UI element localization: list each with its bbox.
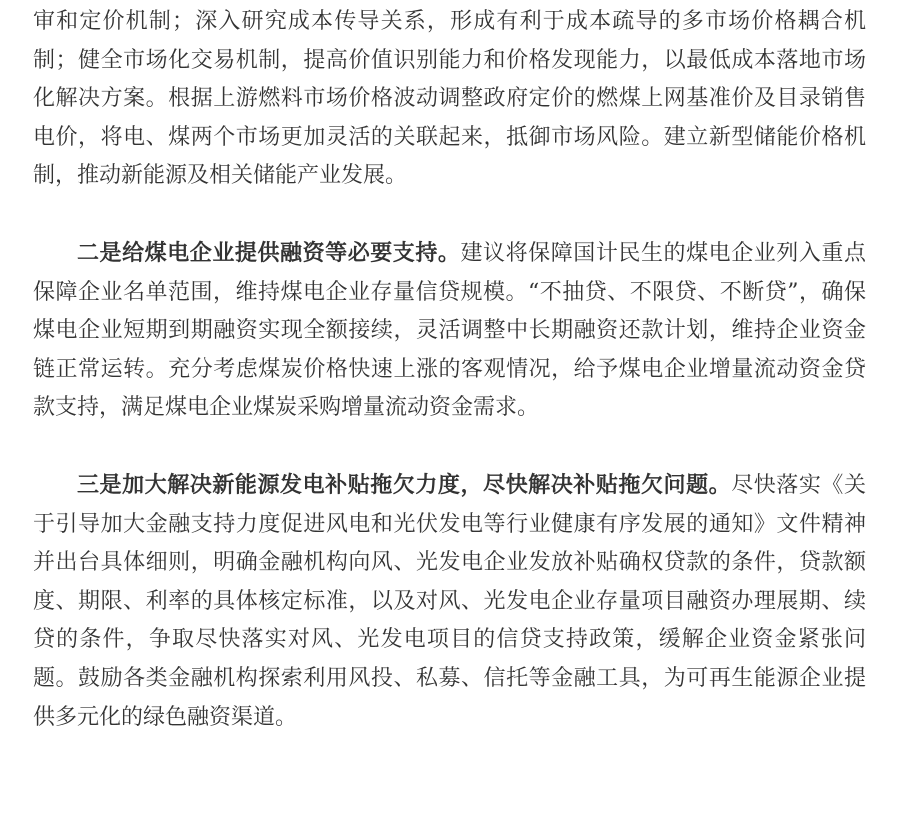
- paragraph-text: 审和定价机制；深入研究成本传导关系，形成有利于成本疏导的多市场价格耦合机制；健全市场化交易机制，提高价值识别能力和价格发现能力，以最低成本落地市场化解决方案。根据上游燃料市场价格波动调整政府定价的燃煤上网基准价及目录销售电价，将电、煤两个市场更加灵活的关联起来，抵御市场风险。建立新型储能价格机制，推动新能源及相关储能产业发展。: [33, 9, 866, 189]
- document-page: [0, 3, 908, 835]
- paragraph-spacer: [33, 428, 866, 466]
- paragraph-spacer: [33, 196, 866, 234]
- paragraph-renewable-subsidy: [33, 466, 866, 737]
- paragraph-text: 尽快落实《关于引导加大金融支持力度促进风电和光伏发电等行业健康有序发展的通知》文件精神并出台具体细则，明确金融机构向风、光发电企业发放补贴确权贷款的条件，贷款额度、期限、利率的具体核定标准，以及对风、光发电企业存量项目融资办理展期、续贷的条件，争取尽快落实对风、光发电项目的信贷支持政策，缓解企业资金紧张问题。鼓励各类金融机构探索利用风投、私募、信托等金融工具，为可再生能源企业提供多元化的绿色融资渠道。: [33, 472, 866, 730]
- paragraph-coal-power-financing: [33, 234, 866, 428]
- paragraph-pricing-mechanism: [33, 3, 866, 196]
- paragraph-text: 建议将保障国计民生的煤电企业列入重点保障企业名单范围，维持煤电企业存量信贷规模。“不抽贷、不限贷、不断贷”，确保煤电企业短期到期融资实现全额接续，灵活调整中长期融资还款计划，维持企业资金链正常运转。充分考虑煤炭价格快速上涨的客观情况，给予煤电企业增量流动资金贷款支持，满足煤电企业煤炭采购增量流动资金需求。: [33, 240, 866, 421]
- paragraph-heading: 三是加大解决新能源发电补贴拖欠力度，尽快解决补贴拖欠问题。: [77, 471, 732, 498]
- paragraph-heading: 二是给煤电企业提供融资等必要支持。: [77, 239, 461, 266]
